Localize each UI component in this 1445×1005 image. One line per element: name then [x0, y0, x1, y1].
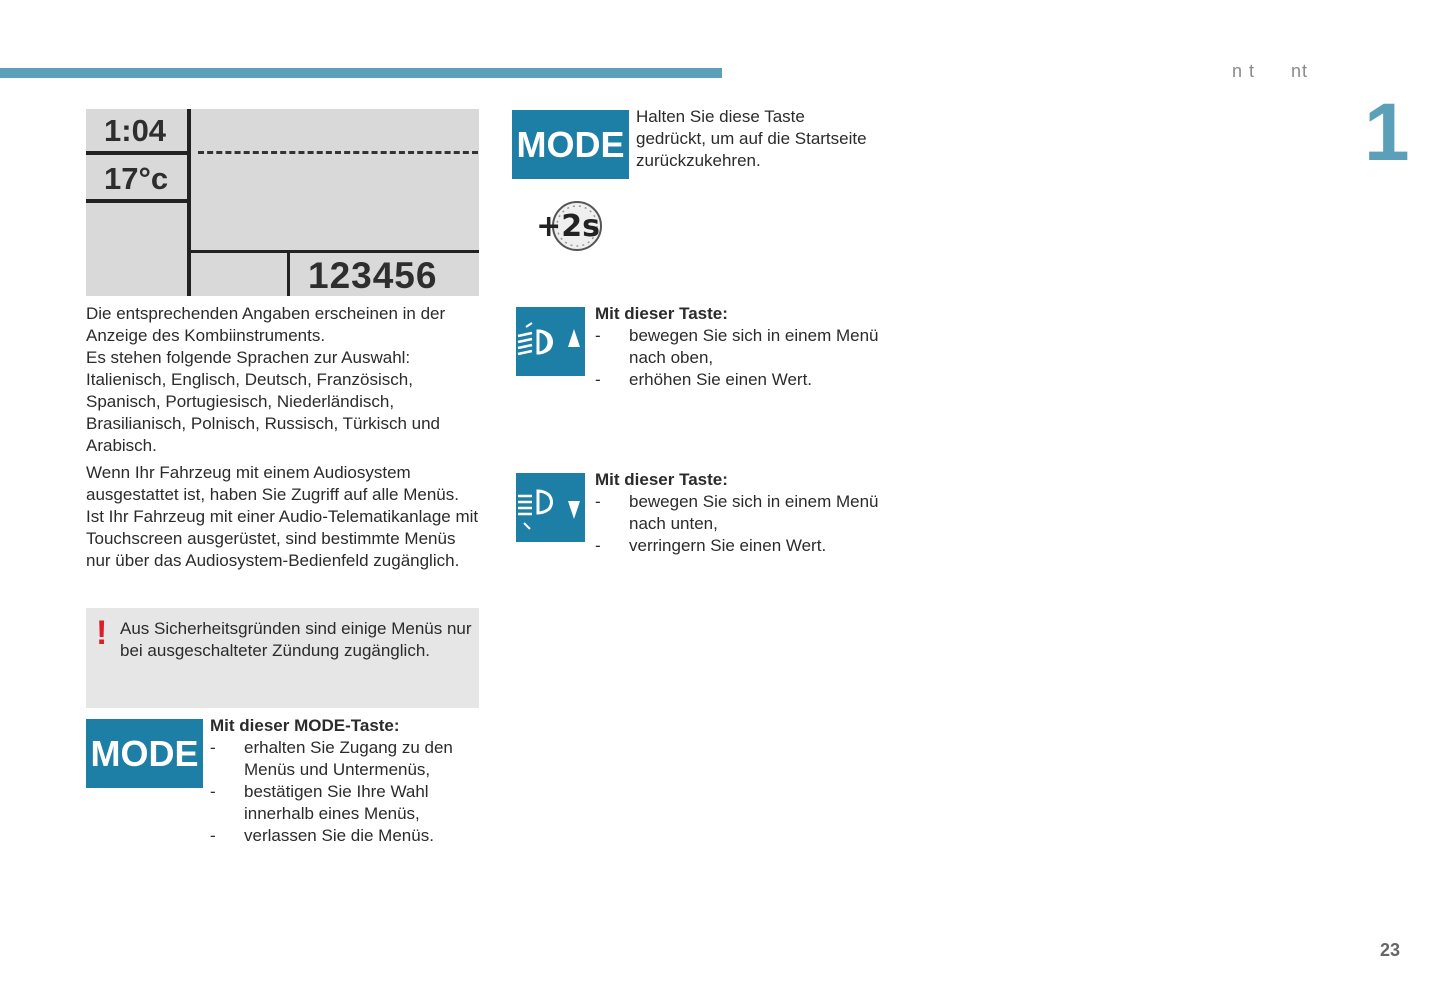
mode-hold-description: Halten Sie diese Taste gedrückt, um auf die Startseite zurückzukehren. — [636, 107, 867, 170]
display-divider-time — [86, 151, 189, 155]
mode-description — [210, 715, 480, 847]
intro-paragraph: Die entsprechenden Angaben erscheinen in der Anzeige des Kombiinstruments. Es stehen folgende Sprachen zur Auswahl: Italienisch, Englisch, Deutsch, Französisch, Spanisch, Portugiesisch, Niederländisch, Brasilianisch, Polnisch, Russisch, Türkisch und Arabisch. — [86, 304, 446, 455]
instrument-display — [86, 109, 479, 296]
list-item: - bewegen Sie sich in einem Menü nach unten, — [595, 492, 879, 533]
list-item: - verlassen Sie die Menüs. — [210, 826, 434, 845]
hold-2s-label: +2s — [536, 209, 600, 244]
list-item: - bestätigen Sie Ihre Wahl innerhalb eines Menüs, — [210, 782, 429, 823]
mode-heading: Mit dieser MODE-Taste: — [210, 716, 400, 735]
down-description — [595, 469, 895, 557]
warning-icon: ! — [96, 614, 108, 652]
display-dashed-line — [198, 151, 478, 154]
list-item: - erhalten Sie Zugang zu den Menüs und Untermenüs, — [210, 738, 453, 779]
list-item: - bewegen Sie sich in einem Menü nach oben, — [595, 326, 879, 367]
display-time: 1:04 — [104, 113, 167, 148]
up-description — [595, 303, 895, 391]
headlamp-up-icon — [516, 307, 585, 376]
display-divider-odo — [287, 250, 290, 296]
audio-paragraph: Wenn Ihr Fahrzeug mit einem Audiosystem ausgestattet ist, haben Sie Zugriff auf alle Menüs. Ist Ihr Fahrzeug mit einer Audio-Telematikanlage mit Touchscreen ausgerüstet, sind bestimmte Menüs nur über das Audiosystem-Bedienfeld zugänglich. — [86, 463, 479, 570]
warning-box — [86, 608, 479, 708]
mode-button-icon: MODE — [86, 719, 203, 788]
chapter-number: 1 — [1364, 87, 1410, 178]
page-number: 23 — [1380, 940, 1401, 960]
display-temperature: 17°c — [104, 161, 169, 196]
down-heading: Mit dieser Taste: — [595, 470, 728, 489]
header-label: n t nt — [1232, 61, 1309, 81]
up-heading: Mit dieser Taste: — [595, 304, 728, 323]
hold-2s-icon — [534, 198, 606, 254]
list-item: - erhöhen Sie einen Wert. — [595, 370, 813, 389]
header-accent-bar — [0, 68, 722, 78]
mode-hold-button-icon: MODE — [512, 110, 629, 179]
display-divider-temp — [86, 199, 189, 203]
list-item: - verringern Sie einen Wert. — [595, 536, 827, 555]
display-odometer: 123456 — [308, 255, 438, 296]
display-divider-bottom — [189, 250, 479, 253]
headlamp-down-icon — [516, 473, 585, 542]
warning-text: Aus Sicherheitsgründen sind einige Menüs nur bei ausgeschalteter Zündung zugänglich. — [120, 619, 472, 660]
